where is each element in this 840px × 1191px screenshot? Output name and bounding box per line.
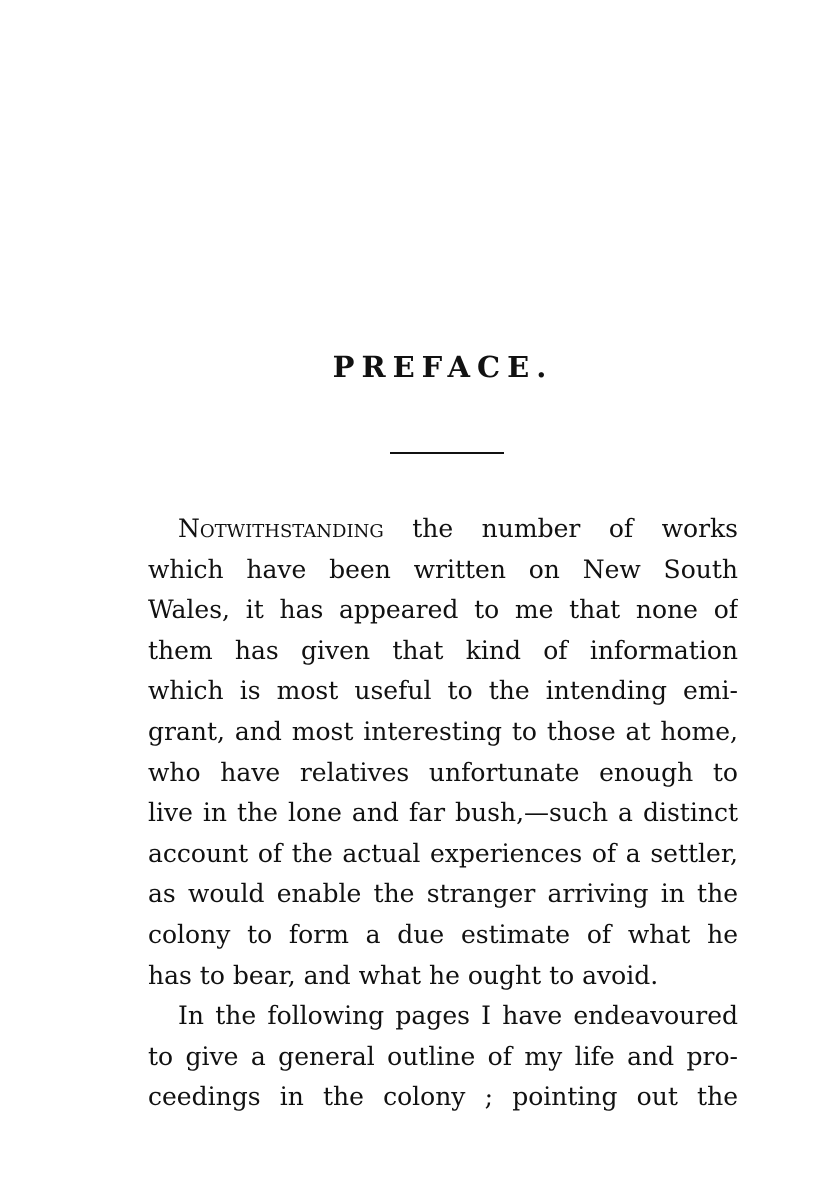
text-line: which is most useful to the intending emi- xyxy=(148,676,738,706)
text-line xyxy=(148,509,738,550)
text-line: Wales, it has appeared to me that none of xyxy=(148,595,738,625)
text-line: to give a general outline of my life and pro- xyxy=(148,1041,738,1071)
text-line: In the following pages I have endeavoured xyxy=(178,1001,738,1031)
text-line: grant, and most interesting to those at home, xyxy=(148,716,738,746)
text-line: which have been written on New South xyxy=(148,554,738,584)
title-divider xyxy=(390,452,504,454)
text-line: live in the lone and far bush,—such a distinct xyxy=(148,798,738,828)
text-line: who have relatives unfortunate enough to xyxy=(148,757,738,787)
text-line: colony to form a due estimate of what he xyxy=(148,919,738,949)
text-line: ceedings in the colony ; pointing out the xyxy=(148,1082,738,1112)
text-line: as would enable the stranger arriving in the xyxy=(148,879,738,909)
text-line-rest: the number of works xyxy=(383,514,738,543)
text-line: has to bear, and what he ought to avoid. xyxy=(148,960,659,990)
text-line: account of the actual experiences of a settler, xyxy=(148,838,738,868)
text-line: them has given that kind of information xyxy=(148,635,738,665)
opening-word: Notwithstanding xyxy=(178,514,384,543)
page-title: PREFACE. xyxy=(332,350,554,384)
preface-text xyxy=(148,509,738,1118)
